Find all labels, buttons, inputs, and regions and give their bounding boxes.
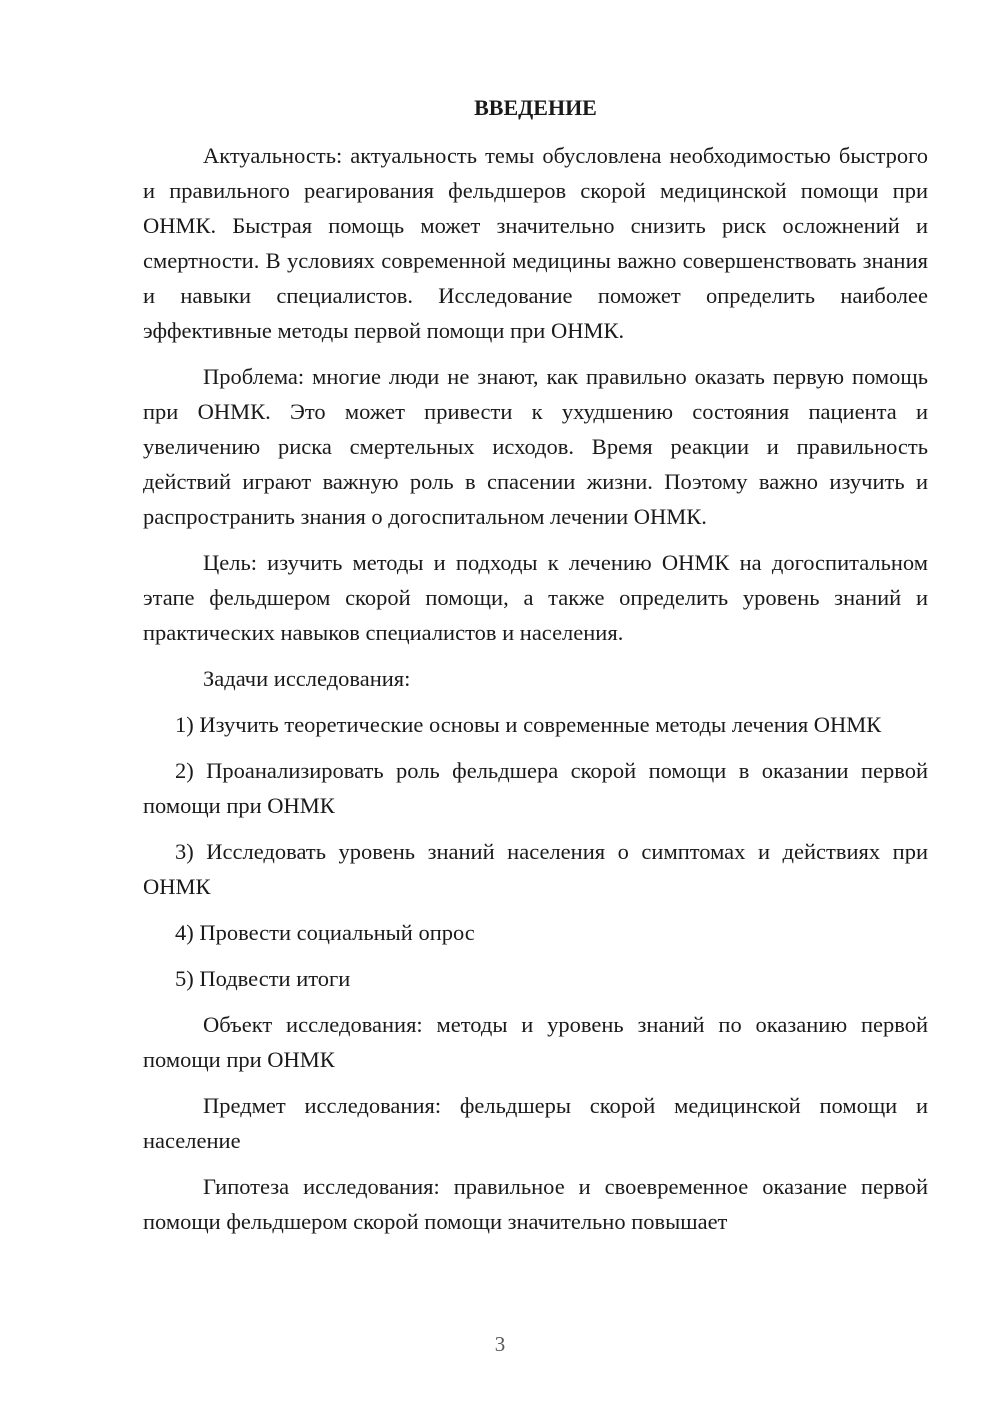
problem-paragraph: Проблема: многие люди не знают, как правильно оказать первую помощь при ОНМК. Это может привести к ухудшению состояния пациента и увеличению риска смертельных исходов. Время реакции и правильность действий играют важную роль в спасении жизни. Поэтому важно изучить и распространить знания о догоспитальном лечении ОНМК. (143, 364, 928, 529)
task-item-4: 4) Провести социальный опрос (175, 920, 475, 945)
object-paragraph: Объект исследования: методы и уровень знаний по оказанию первой помощи при ОНМК (143, 1012, 928, 1072)
subject-paragraph: Предмет исследования: фельдшеры скорой медицинской помощи и население (143, 1093, 928, 1153)
relevance-paragraph: Актуальность: актуальность темы обусловлена необходимостью быстрого и правильного реагирования фельдшеров скорой медицинской помощи при ОНМК. Быстрая помощь может значительно снизить риск осложнений и смертности. В условиях современной медицины важно совершенствовать знания и навыки специалистов. Исследование поможет определить наиболее эффективные методы первой помощи при ОНМК. (143, 143, 928, 343)
section-heading: ВВЕДЕНИЕ (474, 95, 597, 120)
task-item-2: 2) Проанализировать роль фельдшера скорой помощи в оказании первой помощи при ОНМК (143, 758, 928, 818)
page-number: 3 (494, 1332, 506, 1356)
tasks-title: Задачи исследования: (203, 666, 411, 691)
hypothesis-paragraph: Гипотеза исследования: правильное и своевременное оказание первой помощи фельдшером скорой помощи значительно повышает (143, 1174, 928, 1234)
page-content (143, 90, 928, 1250)
goal-paragraph: Цель: изучить методы и подходы к лечению ОНМК на догоспитальном этапе фельдшером скорой помощи, а также определить уровень знаний и практических навыков специалистов и населения. (143, 550, 928, 645)
task-item-3: 3) Исследовать уровень знаний населения о симптомах и действиях при ОНМК (143, 839, 928, 899)
task-item-1: 1) Изучить теоретические основы и современные методы лечения ОНМК (175, 712, 882, 737)
task-item-5: 5) Подвести итоги (175, 966, 351, 991)
